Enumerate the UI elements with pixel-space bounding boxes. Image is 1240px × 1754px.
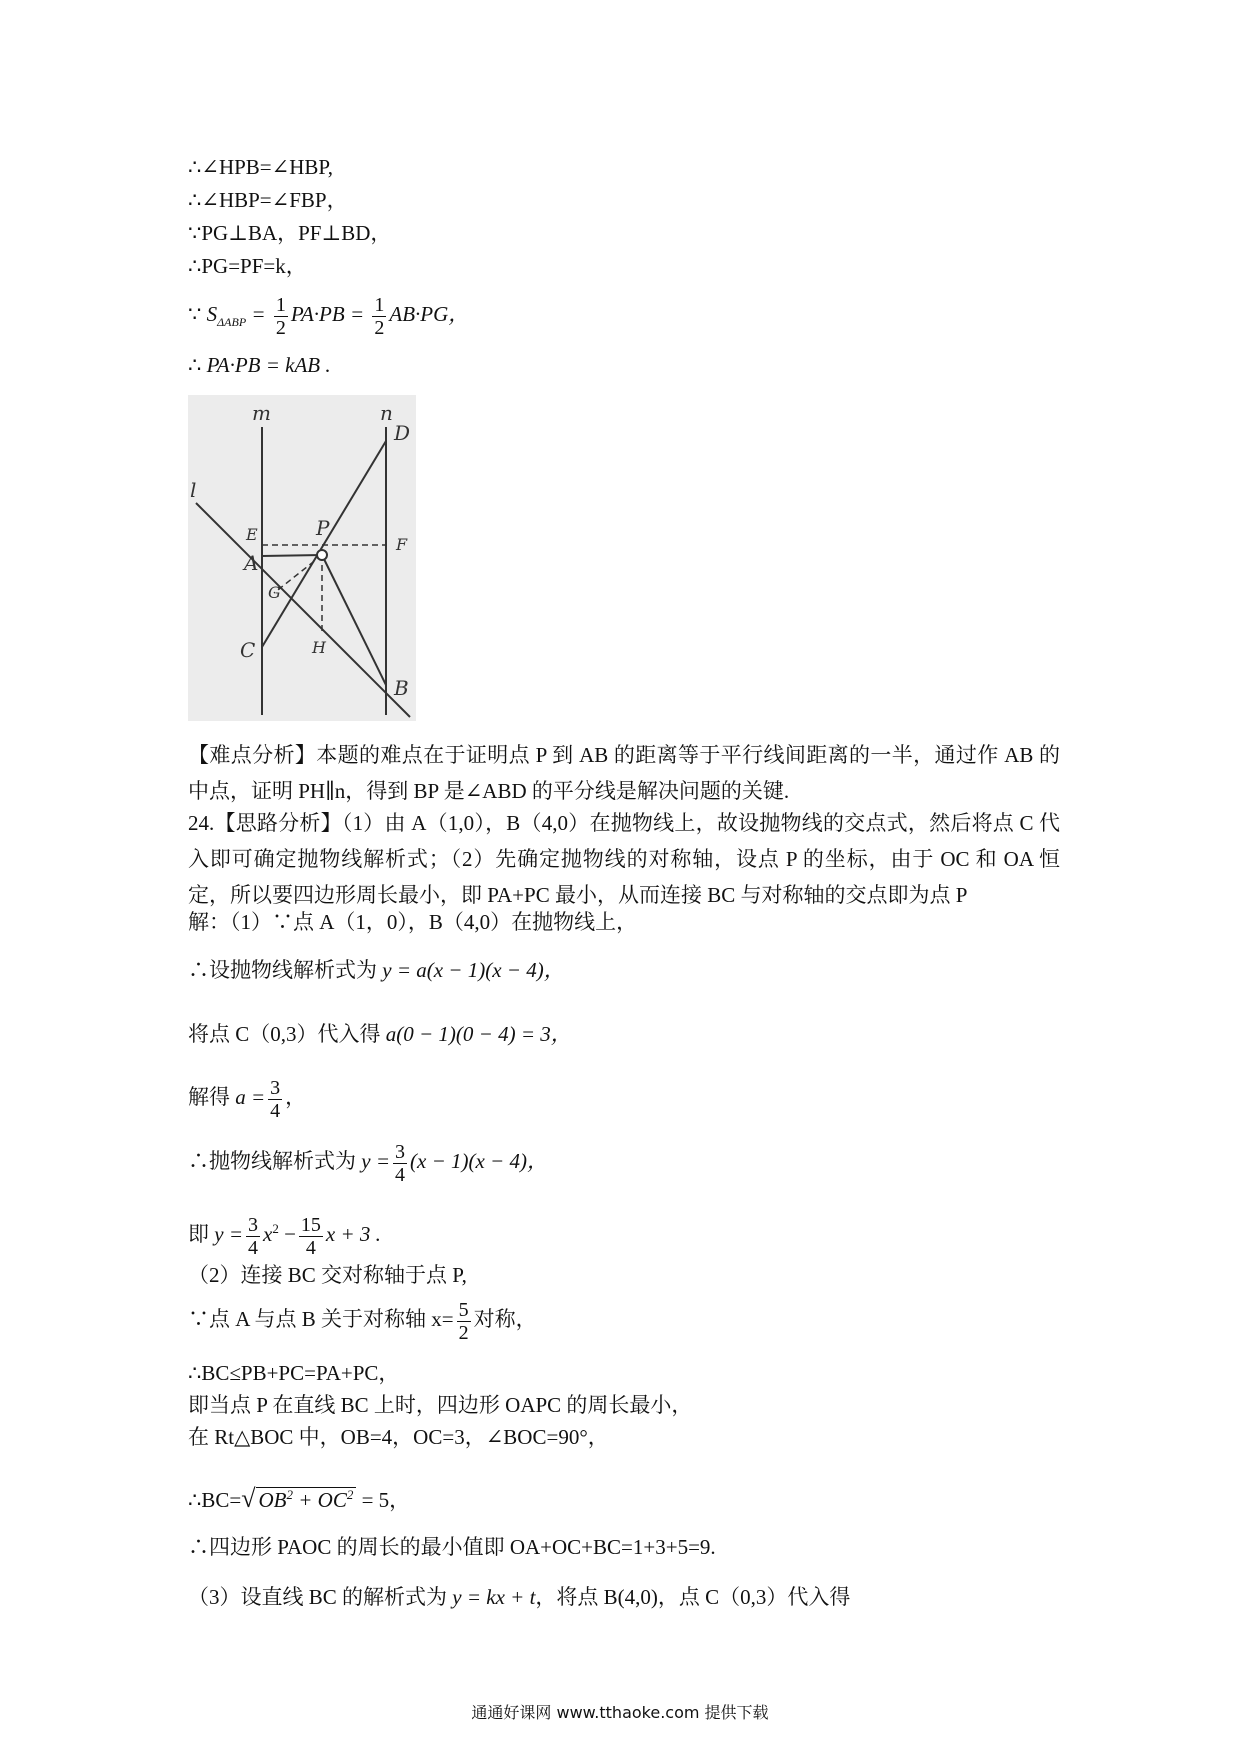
solution-line-6: 即 y = $\frac{3}{4}$ $x^2$ − $\frac{15}{4}$ x + 3 . [188,1213,381,1259]
proof-line-2: ∴∠HBP=∠FBP， [188,188,348,212]
fraction-half: $\frac{1}{2}$ [275,293,286,339]
label-d: D [394,421,411,445]
proof-line-4: ∴PG=PF=k， [188,254,307,278]
proof-line-3: ∵PG⊥BA，PF⊥BD， [188,221,392,245]
q24-thinking: 24.【思路分析】（1）由 A（1,0），B（4,0）在抛物线上，故设抛物线的交点式，然后将点 C 代入即可确定抛物线解析式；（2）先确定抛物线的对称轴，设点 P 的坐标，由于 OC 和 OA 恒定，所以要四边形周长最小，即 PA+PC 最小，从而连接 BC 与对称轴的交点即为点 P [188,811,1060,907]
fraction-three-quarters: $\frac{3}{4}$ [395,1140,405,1186]
solution-line-9: ∴BC≤PB+PC=PA+PC， [188,1361,400,1385]
solution-line-5: ∴抛物线解析式为 y = $\frac{3}{4}$ (x − 1)(x − 4)， [188,1140,548,1186]
solution-line-1: 解：（1）∵点 A（1，0），B（4,0）在抛物线上， [188,910,638,934]
label-a: A [244,551,259,575]
figure-drawing [188,395,416,721]
label-g: G [268,583,281,602]
label-e: E [246,525,258,544]
page-footer: 通通好课网 www.tthaoke.com 提供下载 [471,1703,769,1722]
line-l [196,503,410,717]
solution-line-3: 将点 C（0,3）代入得 a(0 − 1)(0 − 4) = 3， [188,1022,572,1046]
point-p-marker [317,550,327,560]
label-f: F [396,535,408,554]
label-n: n [380,401,393,425]
segment-pb [322,555,386,685]
solution-line-7: （2）连接 BC 交对称轴于点 P, [188,1263,467,1287]
solution-line-14: （3）设直线 BC 的解析式为 y = kx + t，将点 B(4,0)，点 C（0,3）代入得 [188,1585,851,1609]
square-root-expression: $OB^2 + OC^2$ [256,1487,357,1512]
fraction-five-halves: $\frac{5}{2}$ [458,1298,469,1344]
proof-line-1: ∴∠HPB=∠HBP, [188,155,334,179]
label-b: B [394,676,409,700]
segment-cd [262,441,386,647]
solution-line-11: 在 Rt△BOC 中，OB=4，OC=3，∠BOC=90°， [188,1425,609,1449]
geometry-figure [188,395,416,721]
difficulty-analysis: 【难点分析】本题的难点在于证明点 P 到 AB 的距离等于平行线间距离的一半，通过作 AB 的中点，证明 PH∥n，得到 BP 是∠ABD 的平分线是解决问题的关键. [188,743,1060,803]
proof-line-5: ∵ $S_{\Delta ABP}$ = $\frac{1}{2}$ PA·PB = $\frac{1}{2}$ AB·PG， [188,293,470,339]
fraction-half: $\frac{1}{2}$ [374,293,385,339]
fraction-three-quarters: $\frac{3}{4}$ [248,1213,258,1259]
solution-line-2: ∴设抛物线解析式为 y = a(x − 1)(x − 4)， [188,958,565,982]
segment-ap [262,555,322,556]
proof-line-6: ∴ PA·PB = kAB . [188,353,331,377]
fraction-fifteen-quarters: $\frac{15}{4}$ [300,1213,321,1259]
label-c: C [240,638,256,662]
fraction-three-quarters: $\frac{3}{4}$ [270,1076,281,1122]
solution-line-4: 解得 a = $\frac{3}{4}$ ， [188,1076,307,1122]
solution-line-8: ∵点 A 与点 B 关于对称轴 x= $\frac{5}{2}$ 对称， [188,1298,537,1344]
solution-line-13: ∴四边形 PAOC 的周长的最小值即 OA+OC+BC=1+3+5=9. [188,1535,716,1559]
label-h: H [312,638,326,657]
label-m: m [252,401,271,425]
label-p: P [316,516,330,540]
solution-line-12: ∴BC=√ $OB^2 + OC^2 = 5$， [188,1484,411,1513]
solution-line-10: 即当点 P 在直线 BC 上时，四边形 OAPC 的周长最小， [188,1393,693,1417]
label-l: l [190,478,197,502]
